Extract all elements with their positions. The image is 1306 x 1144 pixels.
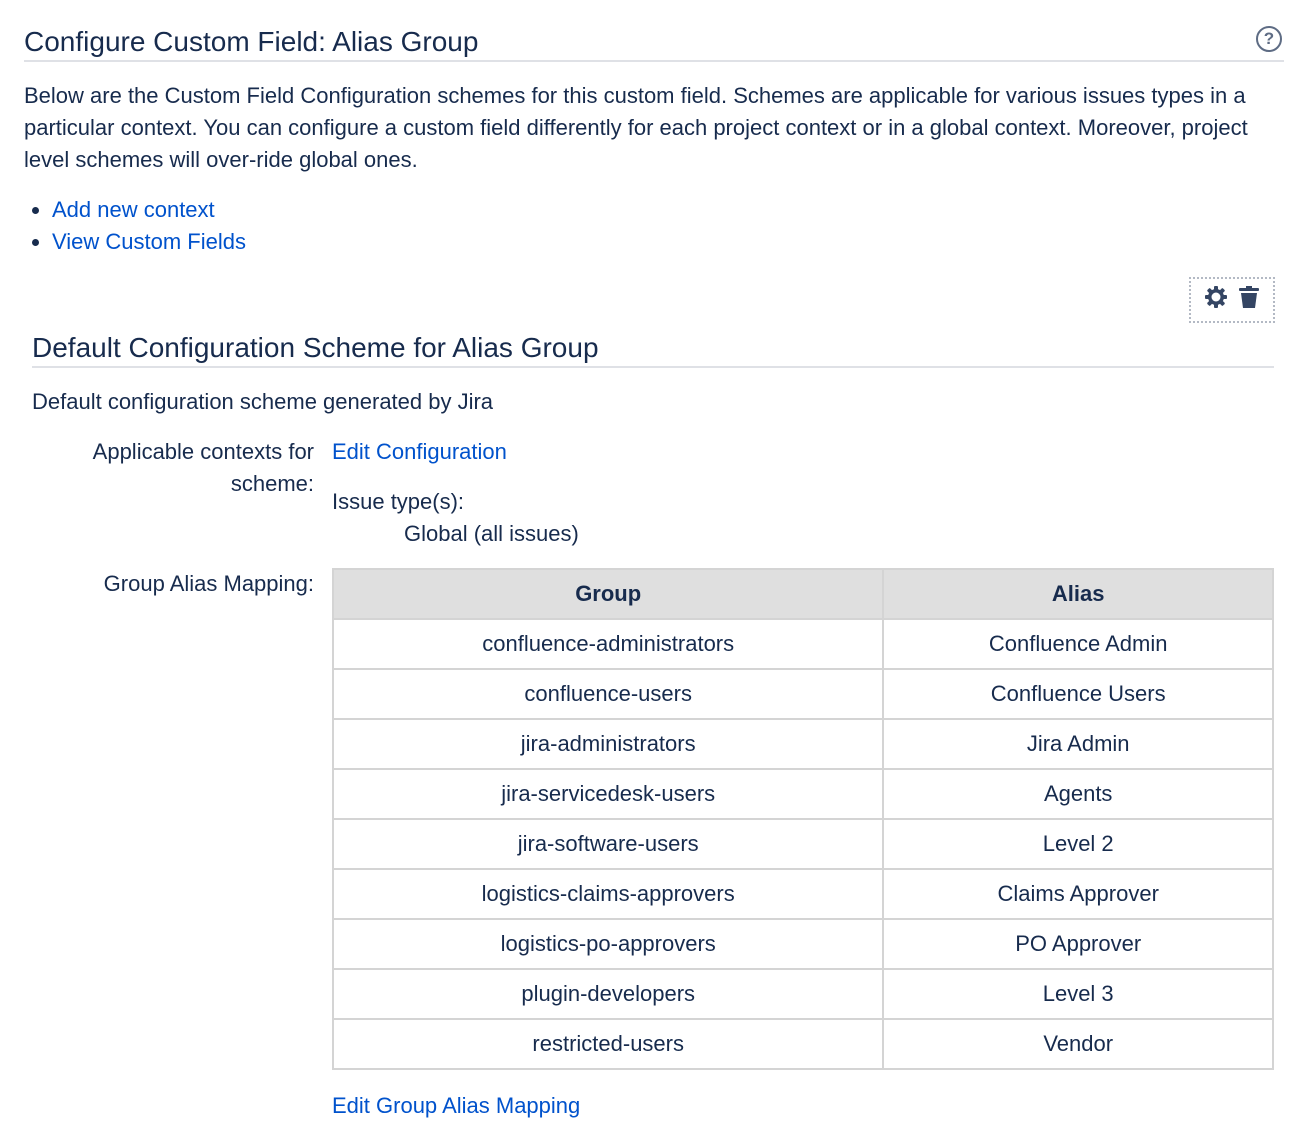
table-row [333,619,1273,669]
mapping-label: Group Alias Mapping: [103,571,314,596]
cell-alias: Confluence Users [883,669,1273,719]
column-header-alias: Alias [883,569,1273,619]
table-row [333,669,1273,719]
edit-configuration-link[interactable]: Edit Configuration [332,439,507,464]
issue-types-value: Global (all issues) [404,521,579,546]
cell-group: plugin-developers [333,969,883,1019]
table-row [333,969,1273,1019]
cell-alias: Agents [883,769,1273,819]
table-row [333,769,1273,819]
action-links [24,194,246,258]
table-row [333,819,1273,869]
cell-group: logistics-claims-approvers [333,869,883,919]
column-header-group: Group [333,569,883,619]
question-circle-icon[interactable]: ? [1256,26,1282,52]
cell-group: confluence-administrators [333,619,883,669]
table-header-row [333,569,1273,619]
list-item [52,226,246,258]
cell-alias: PO Approver [883,919,1273,969]
table-row [333,1019,1273,1069]
add-new-context-link[interactable]: Add new context [52,197,215,222]
cell-group: logistics-po-approvers [333,919,883,969]
page-title: Configure Custom Field: Alias Group [24,26,479,57]
cell-alias: Confluence Admin [883,619,1273,669]
issue-types-label: Issue type(s): [332,489,465,514]
cell-group: jira-administrators [333,719,883,769]
scheme-description: Default configuration scheme generated by Jira [32,389,494,414]
gear-icon[interactable] [1204,285,1228,315]
cell-group: restricted-users [333,1019,883,1069]
description: Below are the Custom Field Configuration schemes for this custom field. Schemes are applicable for various issues types in a particular context. You can configure a custom field differently for each project context or in a global context. Moreover, project level schemes will over-ride global ones. [24,83,1248,172]
group-alias-table [332,568,1274,1070]
list-item [52,194,246,226]
scheme-title: Default Configuration Scheme for Alias Group [32,332,599,363]
view-custom-fields-link[interactable]: View Custom Fields [52,229,246,254]
table-row [333,869,1273,919]
cell-alias: Level 2 [883,819,1273,869]
table-row [333,919,1273,969]
divider [24,60,1284,62]
scheme-actions [1189,277,1275,323]
divider [32,366,1274,368]
table-row [333,719,1273,769]
cell-group: jira-servicedesk-users [333,769,883,819]
cell-alias: Level 3 [883,969,1273,1019]
cell-group: confluence-users [333,669,883,719]
edit-group-alias-mapping-link[interactable]: Edit Group Alias Mapping [332,1093,581,1118]
contexts-label: Applicable contexts for scheme: [92,439,314,496]
cell-alias: Claims Approver [883,869,1273,919]
cell-group: jira-software-users [333,819,883,869]
cell-alias: Jira Admin [883,719,1273,769]
cell-alias: Vendor [883,1019,1273,1069]
trash-icon[interactable] [1238,285,1260,315]
